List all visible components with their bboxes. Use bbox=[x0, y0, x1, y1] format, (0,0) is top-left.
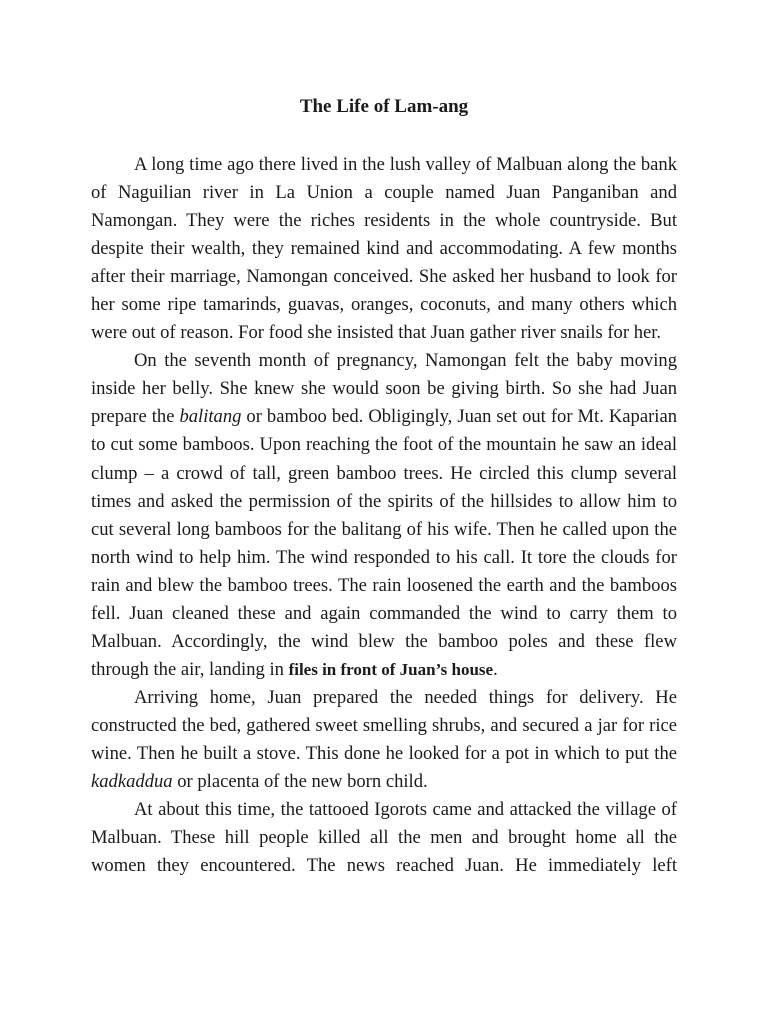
paragraph-3-italic-term: kadkaddua bbox=[91, 771, 173, 793]
paragraph-4: At about this time, the tattooed Igorots came and attacked the village of Malbuan. These hill people killed all the men and brought home all the women they encountered. The news reached Juan. He immediately left bbox=[91, 799, 677, 877]
paragraph-2 bbox=[91, 347, 677, 684]
paragraph-3 bbox=[91, 684, 677, 796]
document-body bbox=[91, 151, 677, 880]
paragraph-3-text-b: or placenta of the new born child. bbox=[172, 771, 428, 793]
paragraph-1: A long time ago there lived in the lush valley of Malbuan along the bank of Naguilian river in La Union a couple named Juan Panganiban and Namongan. They were the riches residents in the whole countryside. But despite their wealth, they remained kind and accommodating. A few months after their marriage, Namongan conceived. She asked her husband to look for her some ripe tamarinds, guavas, oranges, coconuts, and many others which were out of reason. For food she insisted that Juan gather river snails for her. bbox=[91, 154, 677, 344]
paragraph-2-italic-term: balitang bbox=[179, 406, 242, 428]
paragraph-3-text-a: Arriving home, Juan prepared the needed things for delivery. He constructed the bed, gathered sweet smelling shrubs, and secured a jar for rice wine. Then he built a stove. This done he looked for a pot in which to put the bbox=[91, 686, 677, 764]
document-title: The Life of Lam-ang bbox=[299, 96, 469, 117]
paragraph-2-text-a: On the seventh month of pregnancy, Namongan felt the baby moving inside her belly. She knew she would soon be giving birth. So she had Juan prepare the bbox=[91, 350, 677, 428]
paragraph-2-text-b: or bamboo bed. Obligingly, Juan set out for Mt. Kaparian to cut some bamboos. Upon reaching the foot of the mountain he saw an ideal clump – a crowd of tall, green bamboo trees. He circled this clump several times and asked the permission of the spirits of the hillsides to allow him to cut several long bamboos for the balitang of his wife. Then he called upon the north wind to help him. The wind responded to his call. It tore the clouds for rain and blew the bamboo trees. The rain loosened the earth and the bamboos fell. Juan cleaned these and again commanded the wind to carry them to Malbuan. Accordingly, the wind blew the bamboo poles and these flew through the air, landing in bbox=[91, 406, 677, 680]
paragraph-2-text-c: . bbox=[493, 658, 498, 680]
paragraph-2-bold-phrase: files in front of Juan’s house bbox=[288, 659, 494, 679]
